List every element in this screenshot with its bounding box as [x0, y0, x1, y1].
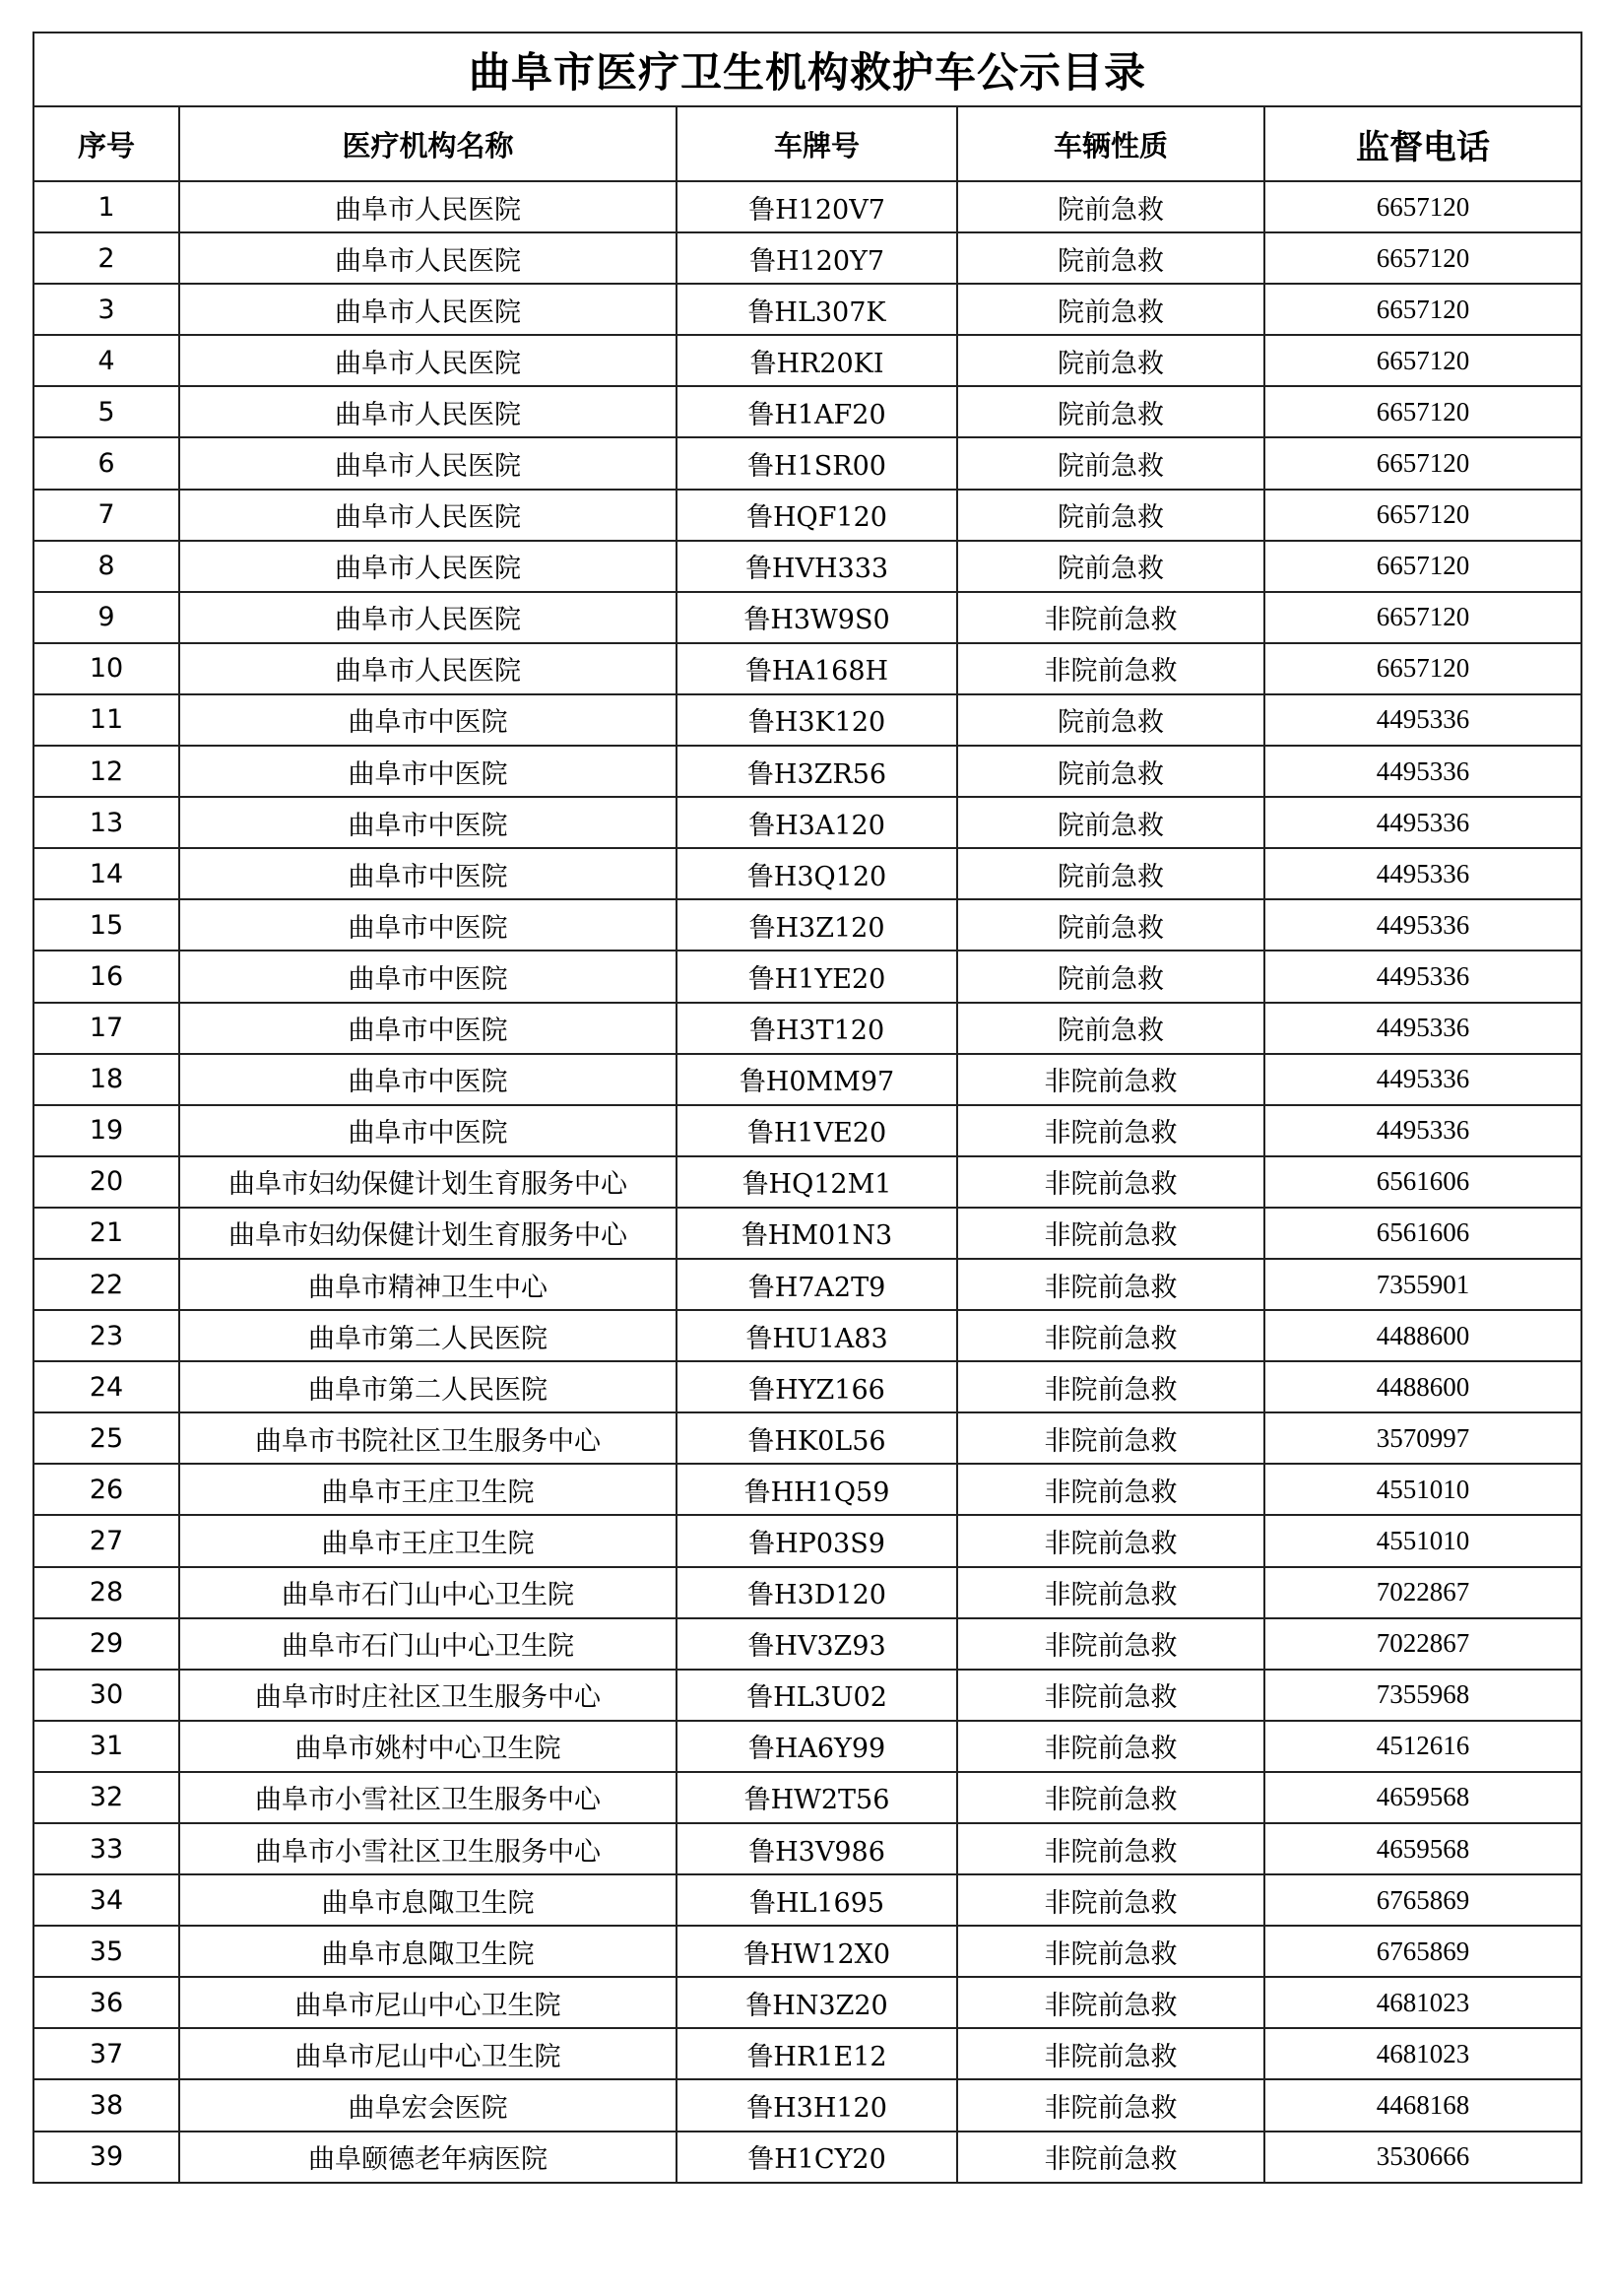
vehicle-type: 非院前急救: [957, 1412, 1264, 1464]
vehicle-type: 非院前急救: [957, 1464, 1264, 1515]
row-number: 24: [33, 1361, 179, 1412]
institution-name: 曲阜市息陬卫生院: [179, 1926, 677, 1977]
vehicle-type: 非院前急救: [957, 1156, 1264, 1208]
row-number: 11: [33, 694, 179, 746]
table-row: [33, 1464, 1581, 1515]
institution-name: 曲阜市石门山中心卫生院: [179, 1567, 677, 1618]
row-number: 22: [33, 1259, 179, 1310]
table-row: [33, 386, 1581, 437]
supervision-phone: 4551010: [1264, 1515, 1581, 1566]
vehicle-type: 非院前急救: [957, 592, 1264, 643]
institution-name: 曲阜市中医院: [179, 797, 677, 848]
license-plate: 鲁H3T120: [677, 1003, 957, 1054]
column-header-plate: 车牌号: [677, 106, 957, 181]
row-number: 2: [33, 232, 179, 284]
row-number: 39: [33, 2132, 179, 2183]
institution-name: 曲阜市精神卫生中心: [179, 1259, 677, 1310]
institution-name: 曲阜市小雪社区卫生服务中心: [179, 1772, 677, 1823]
supervision-phone: 4551010: [1264, 1464, 1581, 1515]
row-number: 17: [33, 1003, 179, 1054]
license-plate: 鲁H3H120: [677, 2079, 957, 2131]
supervision-phone: 7355901: [1264, 1259, 1581, 1310]
row-number: 28: [33, 1567, 179, 1618]
institution-name: 曲阜市妇幼保健计划生育服务中心: [179, 1156, 677, 1208]
license-plate: 鲁H3V986: [677, 1823, 957, 1874]
vehicle-type: 院前急救: [957, 232, 1264, 284]
supervision-phone: 6765869: [1264, 1926, 1581, 1977]
license-plate: 鲁HW2T56: [677, 1772, 957, 1823]
table-row: [33, 232, 1581, 284]
supervision-phone: 4495336: [1264, 1105, 1581, 1156]
institution-name: 曲阜市人民医院: [179, 335, 677, 386]
vehicle-type: 院前急救: [957, 797, 1264, 848]
vehicle-type: 院前急救: [957, 490, 1264, 541]
license-plate: 鲁HR20KI: [677, 335, 957, 386]
institution-name: 曲阜市姚村中心卫生院: [179, 1721, 677, 1772]
row-number: 21: [33, 1208, 179, 1259]
license-plate: 鲁HV3Z93: [677, 1618, 957, 1670]
license-plate: 鲁HQ12M1: [677, 1156, 957, 1208]
license-plate: 鲁H120V7: [677, 181, 957, 232]
row-number: 30: [33, 1670, 179, 1721]
license-plate: 鲁HH1Q59: [677, 1464, 957, 1515]
table-row: [33, 848, 1581, 899]
vehicle-type: 非院前急救: [957, 2132, 1264, 2183]
table-row: [33, 1259, 1581, 1310]
license-plate: 鲁H7A2T9: [677, 1259, 957, 1310]
row-number: 19: [33, 1105, 179, 1156]
table-row: [33, 746, 1581, 797]
row-number: 13: [33, 797, 179, 848]
license-plate: 鲁HP03S9: [677, 1515, 957, 1566]
table-row: [33, 1412, 1581, 1464]
vehicle-type: 非院前急救: [957, 1361, 1264, 1412]
vehicle-type: 院前急救: [957, 437, 1264, 489]
license-plate: 鲁H1YE20: [677, 951, 957, 1002]
supervision-phone: 6765869: [1264, 1874, 1581, 1926]
vehicle-type: 院前急救: [957, 899, 1264, 951]
row-number: 4: [33, 335, 179, 386]
vehicle-type: 院前急救: [957, 1003, 1264, 1054]
supervision-phone: 3570997: [1264, 1412, 1581, 1464]
vehicle-type: 非院前急救: [957, 1567, 1264, 1618]
row-number: 9: [33, 592, 179, 643]
institution-name: 曲阜市王庄卫生院: [179, 1464, 677, 1515]
table-row: [33, 1874, 1581, 1926]
vehicle-type: 非院前急救: [957, 1208, 1264, 1259]
institution-name: 曲阜市人民医院: [179, 284, 677, 335]
supervision-phone: 7355968: [1264, 1670, 1581, 1721]
row-number: 1: [33, 181, 179, 232]
table-row: [33, 592, 1581, 643]
supervision-phone: 6657120: [1264, 232, 1581, 284]
row-number: 18: [33, 1054, 179, 1105]
table-row: [33, 694, 1581, 746]
institution-name: 曲阜市中医院: [179, 694, 677, 746]
row-number: 34: [33, 1874, 179, 1926]
table-row: [33, 1003, 1581, 1054]
table-row: [33, 951, 1581, 1002]
vehicle-type: 非院前急救: [957, 643, 1264, 694]
table-row: [33, 1105, 1581, 1156]
institution-name: 曲阜市人民医院: [179, 386, 677, 437]
license-plate: 鲁H1VE20: [677, 1105, 957, 1156]
license-plate: 鲁HM01N3: [677, 1208, 957, 1259]
row-number: 3: [33, 284, 179, 335]
institution-name: 曲阜市人民医院: [179, 592, 677, 643]
vehicle-type: 非院前急救: [957, 1823, 1264, 1874]
institution-name: 曲阜宏会医院: [179, 2079, 677, 2131]
institution-name: 曲阜市中医院: [179, 1003, 677, 1054]
table-row: [33, 1567, 1581, 1618]
row-number: 33: [33, 1823, 179, 1874]
vehicle-type: 非院前急救: [957, 1515, 1264, 1566]
institution-name: 曲阜市尼山中心卫生院: [179, 1977, 677, 2028]
license-plate: 鲁H3A120: [677, 797, 957, 848]
row-number: 31: [33, 1721, 179, 1772]
supervision-phone: 6657120: [1264, 592, 1581, 643]
institution-name: 曲阜市人民医院: [179, 541, 677, 592]
column-header-number: 序号: [33, 106, 179, 181]
license-plate: 鲁HL1695: [677, 1874, 957, 1926]
institution-name: 曲阜市中医院: [179, 848, 677, 899]
supervision-phone: 4495336: [1264, 1054, 1581, 1105]
license-plate: 鲁H0MM97: [677, 1054, 957, 1105]
table-row: [33, 1721, 1581, 1772]
table-row: [33, 1926, 1581, 1977]
table-row: [33, 1156, 1581, 1208]
institution-name: 曲阜市人民医院: [179, 181, 677, 232]
vehicle-type: 院前急救: [957, 848, 1264, 899]
supervision-phone: 4495336: [1264, 746, 1581, 797]
row-number: 12: [33, 746, 179, 797]
supervision-phone: 7022867: [1264, 1618, 1581, 1670]
license-plate: 鲁HA168H: [677, 643, 957, 694]
vehicle-type: 非院前急救: [957, 2028, 1264, 2079]
row-number: 7: [33, 490, 179, 541]
supervision-phone: 4659568: [1264, 1823, 1581, 1874]
institution-name: 曲阜市第二人民医院: [179, 1361, 677, 1412]
table-row: [33, 284, 1581, 335]
vehicle-type: 院前急救: [957, 746, 1264, 797]
institution-name: 曲阜市人民医院: [179, 490, 677, 541]
institution-name: 曲阜市第二人民医院: [179, 1310, 677, 1361]
row-number: 8: [33, 541, 179, 592]
supervision-phone: 4495336: [1264, 797, 1581, 848]
institution-name: 曲阜市书院社区卫生服务中心: [179, 1412, 677, 1464]
institution-name: 曲阜市中医院: [179, 746, 677, 797]
row-number: 20: [33, 1156, 179, 1208]
license-plate: 鲁HW12X0: [677, 1926, 957, 1977]
row-number: 36: [33, 1977, 179, 2028]
vehicle-type: 院前急救: [957, 951, 1264, 1002]
institution-name: 曲阜市妇幼保健计划生育服务中心: [179, 1208, 677, 1259]
institution-name: 曲阜市中医院: [179, 951, 677, 1002]
supervision-phone: 6657120: [1264, 181, 1581, 232]
license-plate: 鲁HQF120: [677, 490, 957, 541]
vehicle-type: 非院前急救: [957, 1310, 1264, 1361]
row-number: 26: [33, 1464, 179, 1515]
institution-name: 曲阜市尼山中心卫生院: [179, 2028, 677, 2079]
table-row: [33, 1361, 1581, 1412]
vehicle-type: 非院前急救: [957, 1926, 1264, 1977]
document-title: 曲阜市医疗卫生机构救护车公示目录: [33, 33, 1581, 106]
vehicle-type: 非院前急救: [957, 1721, 1264, 1772]
table-row: [33, 1823, 1581, 1874]
row-number: 10: [33, 643, 179, 694]
supervision-phone: 4488600: [1264, 1310, 1581, 1361]
column-header-phone: 监督电话: [1264, 106, 1581, 181]
license-plate: 鲁HYZ166: [677, 1361, 957, 1412]
vehicle-type: 院前急救: [957, 181, 1264, 232]
row-number: 27: [33, 1515, 179, 1566]
table-row: [33, 1977, 1581, 2028]
header-row: [33, 106, 1581, 181]
supervision-phone: 4512616: [1264, 1721, 1581, 1772]
supervision-phone: 6657120: [1264, 541, 1581, 592]
license-plate: 鲁HVH333: [677, 541, 957, 592]
license-plate: 鲁HK0L56: [677, 1412, 957, 1464]
institution-name: 曲阜市人民医院: [179, 643, 677, 694]
vehicle-type: 非院前急救: [957, 1618, 1264, 1670]
table-row: [33, 2079, 1581, 2131]
license-plate: 鲁HL3U02: [677, 1670, 957, 1721]
supervision-phone: 4681023: [1264, 1977, 1581, 2028]
supervision-phone: 4659568: [1264, 1772, 1581, 1823]
document-sheet: [32, 32, 1580, 2184]
table-row: [33, 899, 1581, 951]
vehicle-type: 院前急救: [957, 694, 1264, 746]
table-row: [33, 2132, 1581, 2183]
table-row: [33, 1670, 1581, 1721]
table-row: [33, 490, 1581, 541]
table-row: [33, 437, 1581, 489]
institution-name: 曲阜市中医院: [179, 1105, 677, 1156]
supervision-phone: 7022867: [1264, 1567, 1581, 1618]
license-plate: 鲁HR1E12: [677, 2028, 957, 2079]
supervision-phone: 6657120: [1264, 437, 1581, 489]
supervision-phone: 4495336: [1264, 951, 1581, 1002]
license-plate: 鲁H1AF20: [677, 386, 957, 437]
row-number: 15: [33, 899, 179, 951]
license-plate: 鲁H3ZR56: [677, 746, 957, 797]
vehicle-type: 院前急救: [957, 386, 1264, 437]
license-plate: 鲁HN3Z20: [677, 1977, 957, 2028]
license-plate: 鲁H3W9S0: [677, 592, 957, 643]
table-body: [33, 181, 1581, 2183]
title-row: [33, 33, 1581, 106]
table-row: [33, 643, 1581, 694]
table-row: [33, 181, 1581, 232]
table-row: [33, 797, 1581, 848]
row-number: 25: [33, 1412, 179, 1464]
institution-name: 曲阜市时庄社区卫生服务中心: [179, 1670, 677, 1721]
institution-name: 曲阜市中医院: [179, 1054, 677, 1105]
row-number: 16: [33, 951, 179, 1002]
license-plate: 鲁H3K120: [677, 694, 957, 746]
vehicle-type: 院前急救: [957, 335, 1264, 386]
vehicle-type: 非院前急救: [957, 1977, 1264, 2028]
institution-name: 曲阜市人民医院: [179, 437, 677, 489]
institution-name: 曲阜颐德老年病医院: [179, 2132, 677, 2183]
supervision-phone: 4495336: [1264, 694, 1581, 746]
supervision-phone: 6657120: [1264, 643, 1581, 694]
supervision-phone: 4488600: [1264, 1361, 1581, 1412]
row-number: 6: [33, 437, 179, 489]
supervision-phone: 6657120: [1264, 284, 1581, 335]
row-number: 38: [33, 2079, 179, 2131]
institution-name: 曲阜市中医院: [179, 899, 677, 951]
license-plate: 鲁H1CY20: [677, 2132, 957, 2183]
row-number: 5: [33, 386, 179, 437]
supervision-phone: 3530666: [1264, 2132, 1581, 2183]
table-row: [33, 2028, 1581, 2079]
vehicle-type: 院前急救: [957, 284, 1264, 335]
vehicle-type: 非院前急救: [957, 2079, 1264, 2131]
row-number: 29: [33, 1618, 179, 1670]
vehicle-type: 院前急救: [957, 541, 1264, 592]
vehicle-type: 非院前急救: [957, 1670, 1264, 1721]
row-number: 32: [33, 1772, 179, 1823]
supervision-phone: 4495336: [1264, 848, 1581, 899]
license-plate: 鲁H3Q120: [677, 848, 957, 899]
column-header-institution: 医疗机构名称: [179, 106, 677, 181]
institution-name: 曲阜市小雪社区卫生服务中心: [179, 1823, 677, 1874]
table-row: [33, 335, 1581, 386]
supervision-phone: 6561606: [1264, 1208, 1581, 1259]
license-plate: 鲁H1SR00: [677, 437, 957, 489]
institution-name: 曲阜市人民医院: [179, 232, 677, 284]
table-row: [33, 1515, 1581, 1566]
license-plate: 鲁HA6Y99: [677, 1721, 957, 1772]
supervision-phone: 4468168: [1264, 2079, 1581, 2131]
supervision-phone: 6657120: [1264, 335, 1581, 386]
institution-name: 曲阜市石门山中心卫生院: [179, 1618, 677, 1670]
vehicle-type: 非院前急救: [957, 1105, 1264, 1156]
row-number: 14: [33, 848, 179, 899]
license-plate: 鲁HL307K: [677, 284, 957, 335]
table-row: [33, 1618, 1581, 1670]
column-header-vehicle-type: 车辆性质: [957, 106, 1264, 181]
vehicle-type: 非院前急救: [957, 1054, 1264, 1105]
supervision-phone: 4495336: [1264, 899, 1581, 951]
table-row: [33, 1310, 1581, 1361]
vehicle-type: 非院前急救: [957, 1259, 1264, 1310]
vehicle-type: 非院前急救: [957, 1874, 1264, 1926]
supervision-phone: 4495336: [1264, 1003, 1581, 1054]
supervision-phone: 6561606: [1264, 1156, 1581, 1208]
license-plate: 鲁H3Z120: [677, 899, 957, 951]
supervision-phone: 4681023: [1264, 2028, 1581, 2079]
license-plate: 鲁HU1A83: [677, 1310, 957, 1361]
table-row: [33, 1054, 1581, 1105]
license-plate: 鲁H3D120: [677, 1567, 957, 1618]
table-row: [33, 541, 1581, 592]
table-row: [33, 1772, 1581, 1823]
ambulance-roster-table: [32, 32, 1582, 2184]
institution-name: 曲阜市息陬卫生院: [179, 1874, 677, 1926]
row-number: 37: [33, 2028, 179, 2079]
license-plate: 鲁H120Y7: [677, 232, 957, 284]
supervision-phone: 6657120: [1264, 490, 1581, 541]
vehicle-type: 非院前急救: [957, 1772, 1264, 1823]
row-number: 23: [33, 1310, 179, 1361]
table-row: [33, 1208, 1581, 1259]
institution-name: 曲阜市王庄卫生院: [179, 1515, 677, 1566]
row-number: 35: [33, 1926, 179, 1977]
supervision-phone: 6657120: [1264, 386, 1581, 437]
